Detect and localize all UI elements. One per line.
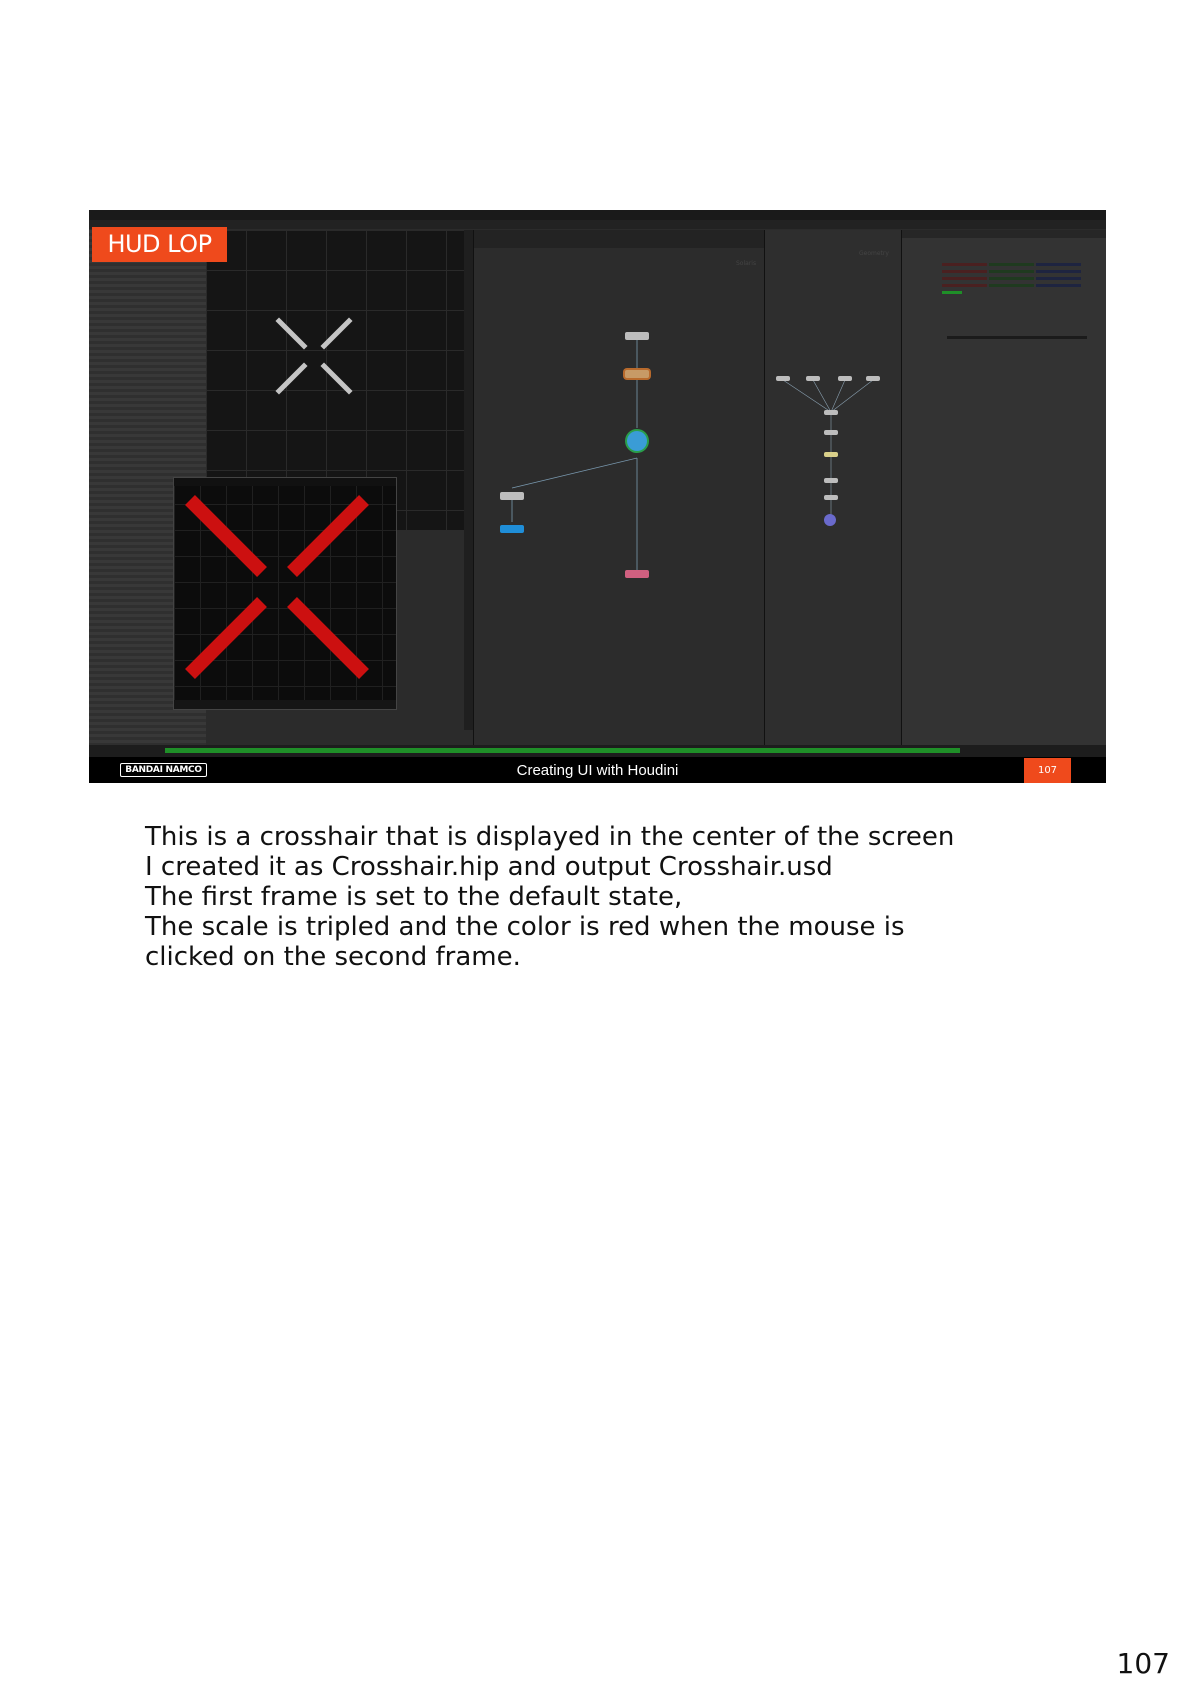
crosshair-large bbox=[174, 478, 396, 709]
node-transform[interactable] bbox=[625, 370, 649, 378]
sop-node-6[interactable] bbox=[824, 452, 838, 457]
crosshair-bar-tr bbox=[324, 321, 349, 346]
sop-network-view[interactable] bbox=[764, 230, 901, 745]
timeline-track[interactable] bbox=[165, 748, 960, 753]
sop-node-8[interactable] bbox=[824, 495, 838, 500]
bandai-namco-logo: BANDAI NAMCO bbox=[120, 763, 207, 777]
description-line: I created it as Crosshair.hip and output Crosshair.usd bbox=[145, 852, 833, 882]
crosshair-large-bar-tr bbox=[292, 500, 364, 572]
page-number: 107 bbox=[1116, 1647, 1170, 1680]
overlay-header bbox=[174, 478, 396, 486]
crosshair-bar-tl bbox=[279, 321, 304, 346]
houdini-toolbar[interactable] bbox=[89, 220, 1106, 229]
param-uniform-scale[interactable] bbox=[942, 291, 962, 294]
slide-footer-title: Creating UI with Houdini bbox=[516, 762, 679, 779]
sop-node-merge[interactable] bbox=[824, 410, 838, 415]
slide-number-badge: 107 bbox=[1024, 758, 1071, 783]
parameter-pane[interactable] bbox=[901, 230, 1106, 745]
crosshair-large-bar-tl bbox=[190, 500, 262, 572]
sop-node-2[interactable] bbox=[806, 376, 820, 381]
sop-node-1[interactable] bbox=[776, 376, 790, 381]
node-merge[interactable] bbox=[627, 431, 647, 451]
node-crosshair[interactable] bbox=[625, 332, 649, 340]
description-text bbox=[145, 822, 1105, 972]
sop-wires bbox=[765, 230, 901, 745]
network-wires bbox=[474, 230, 764, 745]
timeline-bar[interactable] bbox=[89, 745, 1106, 757]
sop-node-4[interactable] bbox=[866, 376, 880, 381]
crosshair-large-bar-bl bbox=[190, 602, 262, 674]
network-context-label-2: Geometry bbox=[859, 250, 889, 257]
sop-node-7[interactable] bbox=[824, 478, 838, 483]
sop-node-3[interactable] bbox=[838, 376, 852, 381]
node-camera[interactable] bbox=[500, 525, 524, 533]
sop-node-output[interactable] bbox=[824, 514, 836, 526]
crosshair-bar-bl bbox=[279, 366, 304, 391]
description-line: This is a crosshair that is displayed in the center of the screen bbox=[145, 822, 955, 852]
sop-node-5[interactable] bbox=[824, 430, 838, 435]
param-attribute-field[interactable] bbox=[947, 336, 1087, 339]
crosshair-bar-br bbox=[324, 366, 349, 391]
crosshair-large-bar-br bbox=[292, 602, 364, 674]
node-assign-reference[interactable] bbox=[500, 492, 524, 500]
viewport-clicked-state[interactable] bbox=[173, 477, 397, 710]
node-usd-rop[interactable] bbox=[625, 570, 649, 578]
slide-screenshot bbox=[89, 210, 1106, 783]
description-line: The scale is tripled and the color is red when the mouse is bbox=[145, 912, 905, 942]
network-context-label: Solaris bbox=[736, 260, 757, 267]
overlay-status-bar bbox=[174, 700, 396, 709]
description-line: The first frame is set to the default state, bbox=[145, 882, 683, 912]
slide-footer bbox=[89, 757, 1106, 783]
lop-network-view[interactable] bbox=[473, 230, 764, 745]
viewport-side-toolbar[interactable] bbox=[464, 230, 473, 730]
param-header bbox=[902, 230, 1106, 238]
description-line: clicked on the second frame. bbox=[145, 942, 521, 972]
hud-lop-label: HUD LOP bbox=[92, 227, 227, 262]
